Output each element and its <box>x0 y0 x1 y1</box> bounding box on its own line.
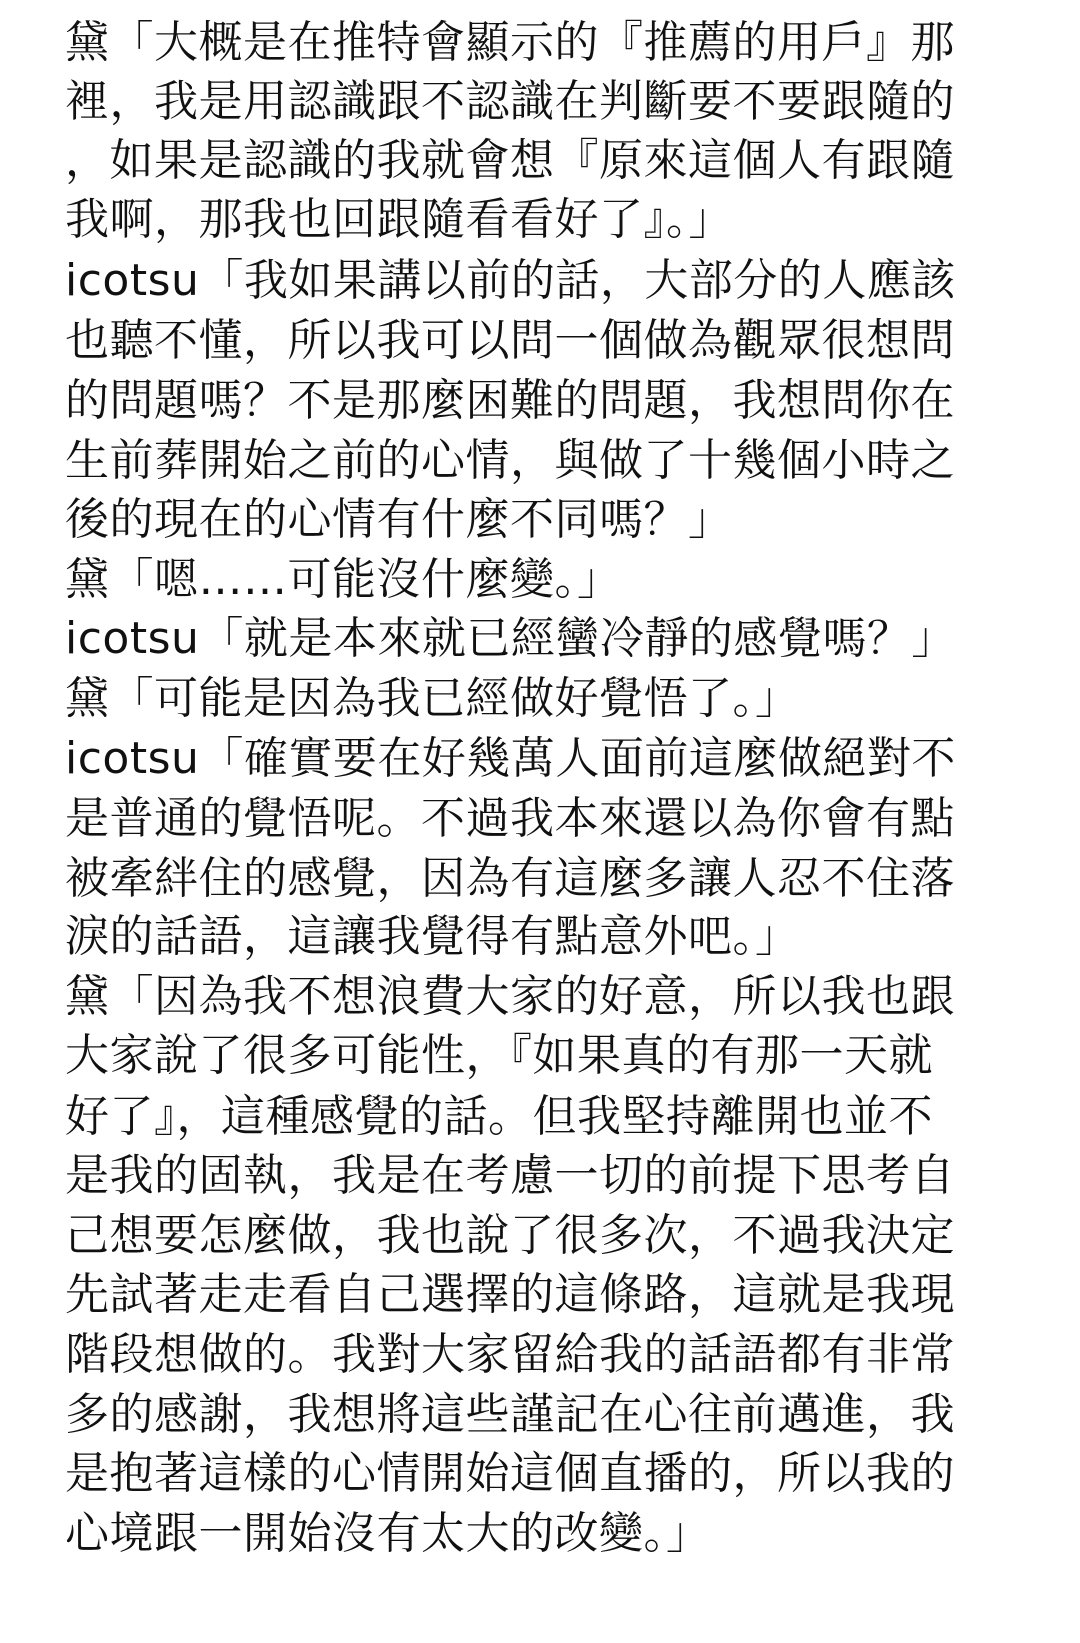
transcript-line: 黛「可能是因為我已經做好覺悟了。」 <box>65 673 800 724</box>
transcript-line: 是我的固執，我是在考慮一切的前提下思考自 <box>65 1150 955 1201</box>
transcript-line: 的問題嗎？不是那麼困難的問題，我想問你在 <box>65 375 955 426</box>
transcript-line: 是普通的覺悟呢。不過我本來還以為你會有點 <box>65 793 955 844</box>
transcript-line: 裡，我是用認識跟不認識在判斷要不要跟隨的 <box>65 76 955 127</box>
transcript-line: 被牽絆住的感覺，因為有這麼多讓人忍不住落 <box>65 853 955 904</box>
transcript-line: 也聽不懂，所以我可以問一個做為觀眾很想問 <box>65 315 955 366</box>
transcript-line: 階段想做的。我對大家留給我的話語都有非常 <box>65 1329 955 1380</box>
transcript-line: 黛「嗯……可能沒什麼變。」 <box>65 554 622 605</box>
transcript-line: 生前葬開始之前的心情，與做了十幾個小時之 <box>65 435 955 486</box>
transcript-line: 是抱著這樣的心情開始這個直播的，所以我的 <box>65 1448 955 1499</box>
transcript-line: icotsu「我如果講以前的話，大部分的人應該 <box>65 255 956 306</box>
transcript-line: 我啊，那我也回跟隨看看好了』。」 <box>65 194 733 245</box>
transcript-line: 黛「因為我不想浪費大家的好意，所以我也跟 <box>65 971 955 1022</box>
transcript-line: 心境跟一開始沒有太大的改變。」 <box>65 1508 711 1559</box>
transcript-line: 先試著走走看自己選擇的這條路，這就是我現 <box>65 1269 955 1320</box>
transcript-line: 好了』，這種感覺的話。但我堅持離開也並不 <box>65 1091 933 1142</box>
transcript-line: icotsu「就是本來就已經蠻冷靜的感覺嗎？」 <box>65 613 956 664</box>
transcript-line: 大家說了很多可能性，『如果真的有那一天就 <box>65 1030 933 1081</box>
transcript-line: icotsu「確實要在好幾萬人面前這麼做絕對不 <box>65 733 956 784</box>
transcript-line: 多的感謝，我想將這些謹記在心往前邁進，我 <box>65 1389 955 1440</box>
transcript-line: ，如果是認識的我就會想『原來這個人有跟隨 <box>65 135 955 186</box>
transcript-line: 己想要怎麼做，我也說了很多次，不過我決定 <box>65 1210 955 1261</box>
transcript-line: 淚的話語，這讓我覺得有點意外吧。」 <box>65 911 800 962</box>
transcript-line: 後的現在的心情有什麼不同嗎？」 <box>65 494 733 545</box>
transcript-line: 黛「大概是在推特會顯示的『推薦的用戶』那 <box>65 17 955 68</box>
